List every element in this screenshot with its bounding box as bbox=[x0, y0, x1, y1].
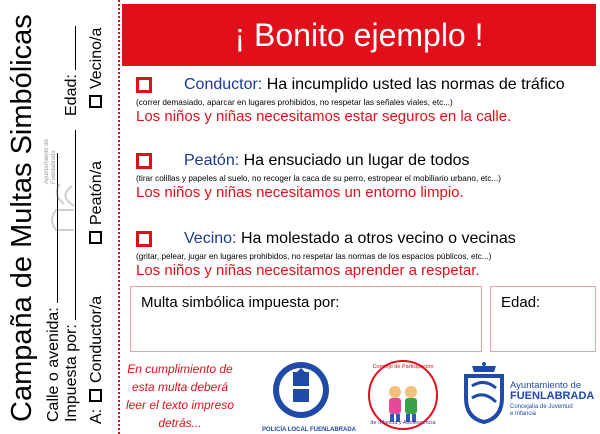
option-conductor-label: Conductor/a bbox=[88, 295, 105, 383]
council-caption-top: Consejo de Participación bbox=[372, 364, 434, 370]
option-vecino[interactable] bbox=[88, 28, 106, 108]
campaign-title: Campaña de Multas Simbólicas bbox=[6, 14, 38, 422]
section-conductor bbox=[122, 76, 592, 125]
city-title: Ayuntamiento de bbox=[510, 380, 582, 391]
street-label: Calle o avenida: bbox=[45, 307, 62, 422]
city-dept-2: e Infancia bbox=[510, 411, 537, 417]
peaton-note: (tirar colillas y papeles al suelo, no recoger la caca de su perro, estropear el mobiliario urbano, etc...) bbox=[136, 174, 501, 183]
age-box[interactable] bbox=[490, 286, 596, 352]
council-logo bbox=[362, 358, 444, 432]
vecino-tick-box[interactable] bbox=[136, 231, 152, 247]
conductor-note: (correr demasiado, aparcar en lugares prohibidos, no respetar las señales viales, etc...) bbox=[136, 98, 453, 107]
vecino-role: Vecino: bbox=[184, 230, 237, 247]
city-name: FUENLABRADA bbox=[510, 390, 595, 402]
vecino-text: Ha molestado a otros vecino o vecinas bbox=[240, 230, 516, 247]
section-vecino bbox=[122, 230, 592, 279]
police-caption: POLICÍA LOCAL FUENLABRADA bbox=[262, 427, 356, 433]
title-banner bbox=[122, 4, 596, 66]
option-conductor[interactable] bbox=[88, 296, 106, 402]
city-crest-icon bbox=[462, 362, 506, 424]
page-title: ¡ Bonito ejemplo ! bbox=[234, 16, 484, 53]
option-vecino-label: Vecino/a bbox=[88, 27, 105, 89]
peaton-message: Los niños y niñas necesitamos un entorno limpio. bbox=[136, 184, 464, 201]
stub-age-label: Edad: bbox=[63, 74, 80, 116]
council-caption-bottom: de Infancia y Adolescencia bbox=[370, 420, 436, 426]
city-dept-1: Concejalía de Juventud bbox=[510, 404, 573, 410]
age-label: Edad: bbox=[501, 294, 541, 311]
imposed-by-box[interactable] bbox=[130, 286, 482, 352]
stub-age-underline bbox=[62, 26, 76, 70]
vecino-heading bbox=[184, 230, 516, 248]
city-logo bbox=[462, 362, 596, 430]
peaton-role: Peatón: bbox=[184, 152, 240, 169]
option-peaton-label: Peatón/a bbox=[88, 160, 105, 225]
imposed-by-label: Multa simbólica impuesta por: bbox=[141, 294, 340, 311]
vecino-checkbox[interactable] bbox=[89, 95, 102, 108]
conductor-role: Conductor: bbox=[184, 76, 263, 93]
to-label: A: bbox=[88, 408, 105, 424]
conductor-tick-box[interactable] bbox=[136, 77, 152, 93]
peaton-checkbox[interactable] bbox=[89, 231, 102, 244]
vecino-note: (gritar, pelear, jugar en lugares prohibidos, no respetar las normas de los espacios públicos, etc...) bbox=[136, 252, 492, 261]
peaton-text: Ha ensuciado un lugar de todos bbox=[243, 152, 470, 169]
option-peaton[interactable] bbox=[88, 161, 106, 244]
section-peaton bbox=[122, 152, 592, 201]
conductor-message: Los niños y niñas necesitamos estar seguros en la calle. bbox=[136, 108, 512, 125]
notice-text: En cumplimiento de esta multa deberá leer el texto impreso detrás... bbox=[125, 362, 235, 430]
peaton-tick-box[interactable] bbox=[136, 153, 152, 169]
ticket-stub bbox=[0, 0, 118, 434]
fold-line bbox=[118, 0, 120, 434]
conductor-heading bbox=[184, 76, 565, 94]
stub-age-field[interactable] bbox=[62, 26, 81, 116]
faded-city-logo-text: Ayuntamiento de Fuenlabrada bbox=[44, 139, 57, 184]
conductor-text: Ha incumplido usted las normas de tráfico bbox=[266, 76, 565, 93]
imposed-label: Impuesta por: bbox=[63, 324, 80, 422]
police-logo bbox=[262, 360, 356, 433]
conductor-checkbox[interactable] bbox=[89, 389, 102, 402]
police-shield-icon bbox=[262, 360, 340, 422]
vecino-message: Los niños y niñas necesitamos aprender a respetar. bbox=[136, 262, 480, 279]
stub-rotated-content bbox=[0, 0, 118, 434]
peaton-heading bbox=[184, 152, 470, 170]
